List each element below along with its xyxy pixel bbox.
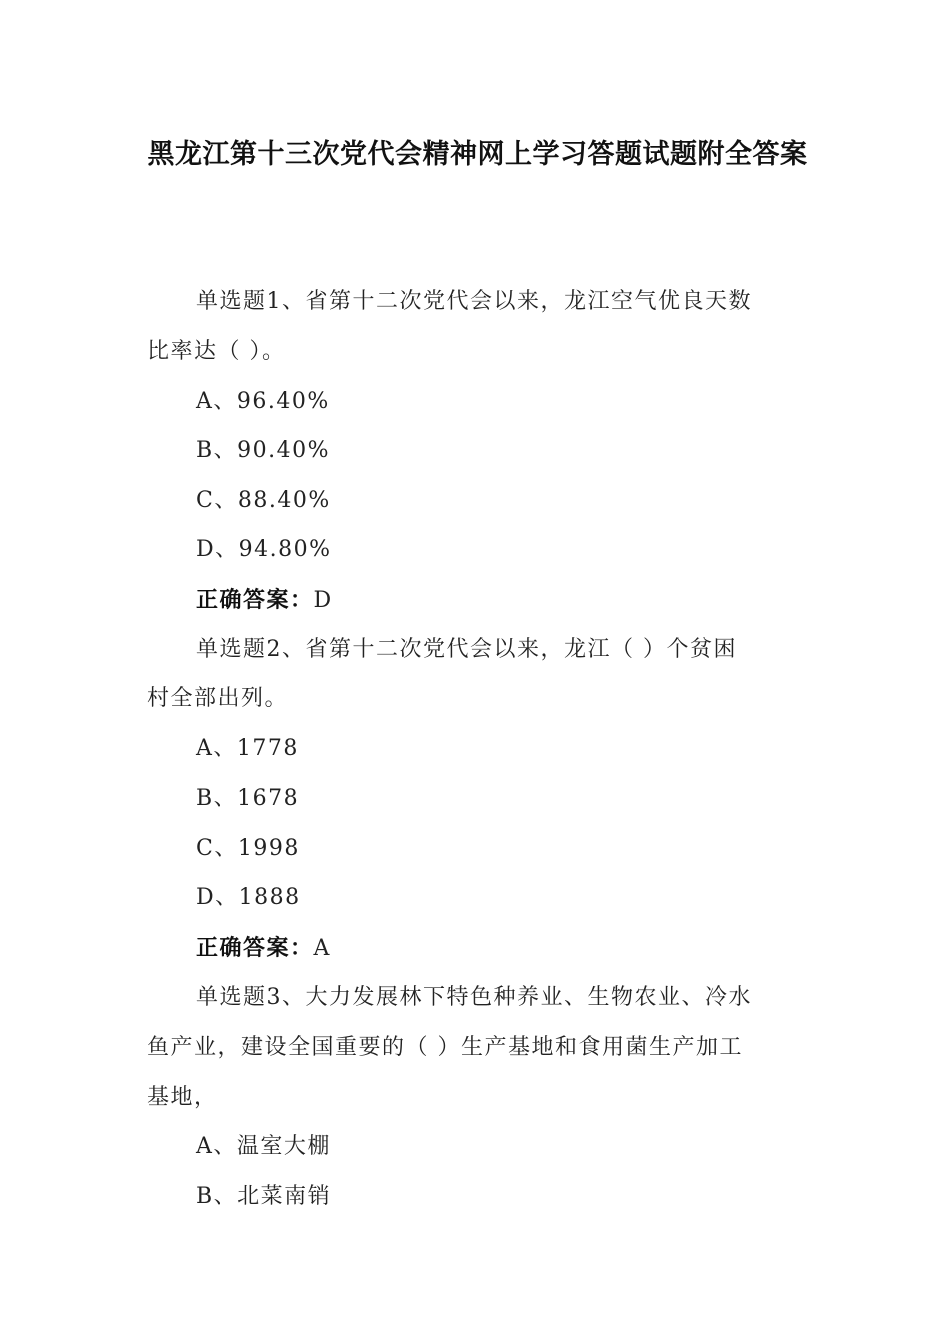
question-2-answer <box>196 933 331 964</box>
question-3-stem-line-2: 鱼产业，建设全国重要的（ ）生产基地和食用菌生产加工 <box>147 1035 743 1060</box>
document-title: 黑龙江第十三次党代会精神网上学习答题试题附全答案 <box>147 139 808 170</box>
question-2-option-b: B、1678 <box>196 786 300 811</box>
question-1-answer <box>196 585 333 616</box>
question-2-option-c: C、1998 <box>196 836 300 861</box>
question-3-option-a: A、温室大棚 <box>196 1134 331 1159</box>
question-2-stem-line-1: 单选题2、省第十二次党代会以来，龙江（ ）个贫困 <box>196 637 737 662</box>
question-3-stem-line-1: 单选题3、大力发展林下特色种养业、生物农业、冷水 <box>196 985 752 1010</box>
answer-value: D <box>313 588 333 613</box>
question-3-stem-line-3: 基地， <box>147 1085 218 1110</box>
question-1-option-b: B、90.40% <box>196 438 331 463</box>
question-2-option-a: A、1778 <box>196 736 299 761</box>
question-1-stem-line-2: 比率达（ ）。 <box>147 339 286 364</box>
question-1-option-a: A、96.40% <box>196 389 330 414</box>
question-2-option-d: D、1888 <box>196 885 301 910</box>
question-1-option-d: D、94.80% <box>196 537 332 562</box>
question-2-stem-line-2: 村全部出列。 <box>147 686 289 711</box>
question-1-option-c: C、88.40% <box>196 488 331 513</box>
question-3-option-b: B、北菜南销 <box>196 1184 332 1209</box>
answer-label: 正确答案： <box>196 587 314 613</box>
answer-label: 正确答案： <box>196 935 314 961</box>
question-1-stem-line-1: 单选题1、省第十二次党代会以来，龙江空气优良天数 <box>196 289 752 314</box>
answer-value: A <box>313 936 331 961</box>
